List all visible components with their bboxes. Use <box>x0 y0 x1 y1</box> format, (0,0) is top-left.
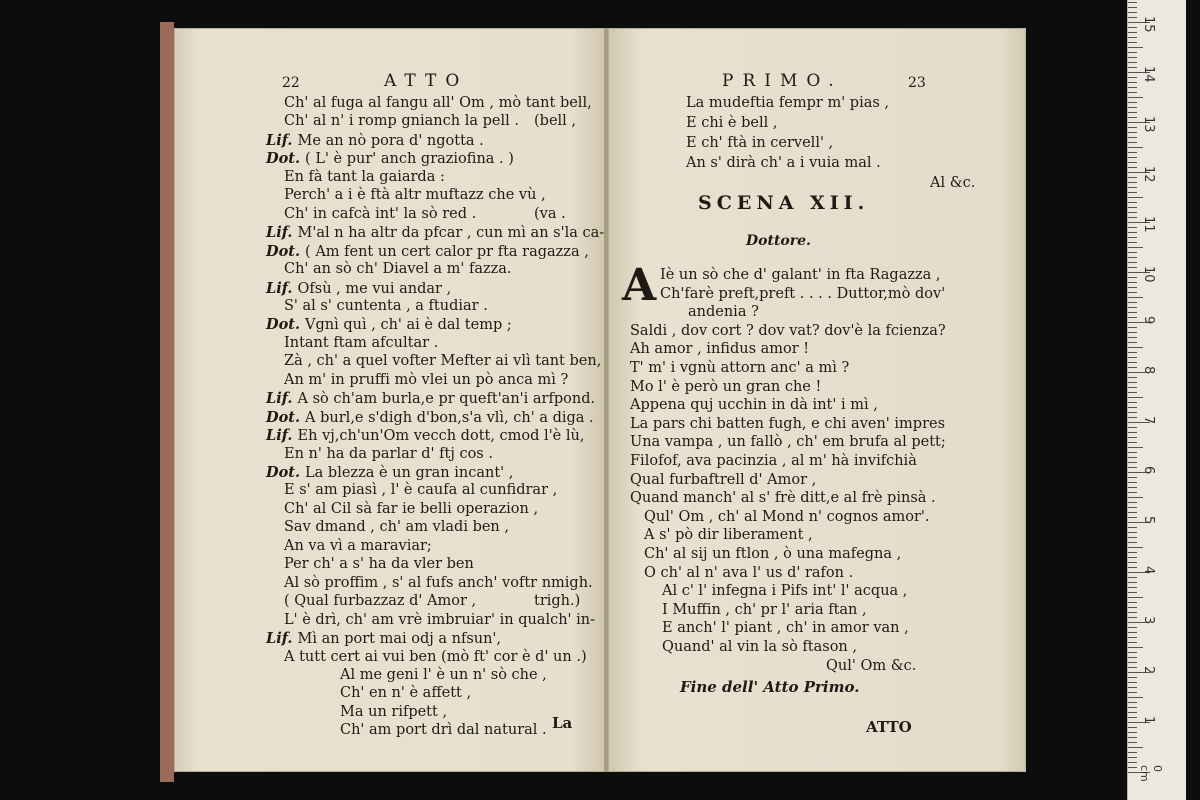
ruler-tick <box>1128 242 1137 243</box>
ruler-tick <box>1128 382 1137 383</box>
ruler-tick <box>1128 162 1137 163</box>
line-text: Al sò proffim , s' al fufs anch' voftr nmigh. <box>284 574 593 591</box>
text-line <box>284 648 587 667</box>
text-line: Mo l' è però un gran che ! <box>630 378 822 395</box>
ruler-tick <box>1128 397 1143 398</box>
ruler-tick <box>1128 442 1137 443</box>
line-text: Al me geni l' è un n' sò che , <box>340 666 547 683</box>
text-line: La pars chi batten fugh, e chi aven' impres <box>630 415 946 432</box>
text-line: I Muffin , ch' pr l' aria ftan , <box>662 601 867 618</box>
ruler-tick <box>1128 597 1143 598</box>
line-text: En fà tant la gaiarda : <box>284 168 445 185</box>
ruler-tick <box>1128 477 1137 478</box>
ruler-tick <box>1128 302 1137 303</box>
ruler-tick <box>1128 542 1137 543</box>
ruler-tick <box>1128 187 1137 188</box>
ruler-tick <box>1128 547 1143 548</box>
ruler-tick <box>1128 182 1137 183</box>
ruler-tick <box>1128 342 1137 343</box>
ruler-tick <box>1128 612 1137 613</box>
ruler-tick <box>1128 537 1137 538</box>
ruler-tick <box>1128 232 1137 233</box>
ruler-tick <box>1128 632 1137 633</box>
ruler-tick <box>1128 312 1137 313</box>
ruler-tick <box>1128 677 1137 678</box>
text-line <box>284 500 538 519</box>
ruler-tick <box>1128 517 1137 518</box>
ruler-tick <box>1128 177 1137 178</box>
ruler-tick <box>1128 227 1137 228</box>
ruler-tick <box>1128 752 1137 753</box>
ruler-number: 13 <box>1141 116 1156 133</box>
ruler-tick <box>1128 112 1137 113</box>
ruler-tick <box>1128 387 1137 388</box>
text-line <box>284 555 474 574</box>
ruler-tick <box>1128 527 1137 528</box>
ruler-tick <box>1128 652 1137 653</box>
ruler-tick <box>1128 487 1137 488</box>
line-text: Me an nò pora d' ngotta . <box>297 132 484 149</box>
ruler-tick <box>1128 657 1137 658</box>
line-text: Ch' an sò ch' Diavel a m' fazza. <box>284 261 512 278</box>
running-head: PRIMO. <box>722 71 843 91</box>
text-line: Appena quj ucchin in dà int' i mì , <box>630 397 878 414</box>
ruler-tick <box>1128 47 1143 48</box>
speaker-label: Dot. <box>266 408 306 426</box>
ruler-tick <box>1128 512 1137 513</box>
ruler-tick <box>1128 317 1137 318</box>
ruler-tick <box>1128 7 1137 8</box>
ruler-tick <box>1128 407 1137 408</box>
line-text: ( Am fent un cert calor pr fta ragazza , <box>305 243 589 260</box>
ruler-tick <box>1128 687 1137 688</box>
catchword: La <box>552 714 573 732</box>
line-text: An va vì a maraviar; <box>284 537 432 554</box>
ruler-tick <box>1128 762 1137 763</box>
text-line <box>284 297 488 316</box>
ruler-tick <box>1128 2 1137 3</box>
ruler-tick <box>1128 747 1143 748</box>
text-line <box>340 666 547 685</box>
act-end-text: Fine dell' Atto Primo. <box>680 678 860 696</box>
ruler-tick <box>1128 562 1137 563</box>
text-line <box>284 481 557 500</box>
ruler-tick <box>1128 217 1137 218</box>
line-text: A burl,e s'digh d'bon,s'a vlì, ch' a diga . <box>305 409 594 426</box>
text-line <box>266 223 604 243</box>
line-text: Eh vj,ch'un'Om vecch dott, cmod l'è lù, <box>297 428 585 445</box>
ruler-tick <box>1128 282 1137 283</box>
ruler-tick <box>1128 497 1143 498</box>
ruler-tick <box>1128 352 1137 353</box>
ruler-tick <box>1128 702 1137 703</box>
text-line: An s' dirà ch' a i vuia mal . <box>686 155 881 171</box>
ruler-tick <box>1128 362 1137 363</box>
ruler-tick <box>1128 247 1143 248</box>
left-page <box>174 28 606 772</box>
line-text: Ch' am port drì dal natural . <box>340 722 547 739</box>
book-edge <box>160 22 174 782</box>
ruler-tick <box>1128 427 1137 428</box>
ruler-tick <box>1128 767 1137 768</box>
ruler-tick <box>1128 757 1137 758</box>
line-text: Zà , ch' a quel vofter Mefter ai vlì tant ben, <box>284 353 602 370</box>
ruler-number: 4 <box>1141 566 1156 575</box>
line-text: A sò ch'am burla,e pr queft'an'i arfpond. <box>297 391 596 408</box>
line-text: Vgnì quì , ch' ai è dal temp ; <box>305 317 512 334</box>
ruler-tick <box>1128 297 1143 298</box>
ruler-tick <box>1128 197 1143 198</box>
text-line <box>340 703 447 722</box>
ruler-tick <box>1128 447 1143 448</box>
text-line: E chi è bell , <box>686 115 778 131</box>
ruler-tick <box>1128 62 1137 63</box>
ruler-number: 9 <box>1141 316 1156 325</box>
ruler-number: 15 <box>1141 16 1156 33</box>
line-text: Mì an port mai odj a nfsun', <box>297 631 502 648</box>
text-line <box>266 131 484 151</box>
ruler-tick <box>1128 92 1137 93</box>
ruler-tick <box>1128 627 1137 628</box>
ruler-number: 10 <box>1141 266 1156 283</box>
ruler-tick <box>1128 347 1143 348</box>
drop-cap: A <box>622 260 657 311</box>
line-text: An m' in pruffi mò vlei un pò anca mì ? <box>284 371 569 388</box>
line-continuation: (va . <box>534 205 566 222</box>
ruler-tick <box>1128 52 1137 53</box>
ruler-number: 11 <box>1141 216 1156 233</box>
text-line: Saldi , dov cort ? dov vat? dov'è la fcienza? <box>630 322 946 339</box>
text-line: Qual furbaftrell d' Amor , <box>630 471 817 488</box>
text-line <box>284 352 601 371</box>
ruler-tick <box>1128 102 1137 103</box>
ruler-tick <box>1128 417 1137 418</box>
text-line: Al c' l' infegna i Pifs int' l' acqua , <box>662 583 908 600</box>
catchword: ATTO <box>866 718 912 736</box>
ruler-tick <box>1128 577 1137 578</box>
text-line <box>284 186 546 205</box>
ruler-tick <box>1128 82 1137 83</box>
ruler-tick <box>1128 647 1143 648</box>
text-line: T' m' i vgnù attorn anc' a mì ? <box>630 360 850 376</box>
text-line <box>266 408 594 428</box>
speaker-label: Dot. <box>266 316 306 334</box>
ruler-tick <box>1128 712 1137 713</box>
text-line: E anch' l' piant , ch' in amor van , <box>662 620 909 637</box>
line-text: Ch' al n' i romp gnianch la pell . <box>284 113 519 130</box>
ruler-tick <box>1128 467 1137 468</box>
ruler-tick <box>1128 587 1137 588</box>
ruler-tick <box>1128 482 1137 483</box>
ruler-tick <box>1128 492 1137 493</box>
ruler-tick <box>1128 212 1137 213</box>
ruler-tick <box>1128 697 1143 698</box>
ruler-tick <box>1128 377 1137 378</box>
ruler-tick <box>1128 192 1137 193</box>
text-line <box>284 518 509 537</box>
ruler-tick <box>1128 147 1143 148</box>
ruler-tick <box>1128 357 1137 358</box>
ruler-tick <box>1128 607 1137 608</box>
ruler-tick <box>1128 327 1137 328</box>
text-line: La mudeftia fempr m' pias , <box>686 95 890 111</box>
ruler-tick <box>1128 727 1137 728</box>
ruler-tick <box>1128 167 1137 168</box>
ruler-tick <box>1128 502 1137 503</box>
ruler-tick <box>1128 152 1137 153</box>
ruler-tick <box>1128 57 1137 58</box>
ruler-tick <box>1128 17 1137 18</box>
text-line: Ch'farè preft,preft . . . . Duttor,mò dov' <box>660 285 946 302</box>
text-line <box>284 260 512 279</box>
text-line: A s' pò dir liberament , <box>644 527 813 544</box>
ruler-tick <box>1128 257 1137 258</box>
line-text: Ma un rifpett , <box>340 703 448 720</box>
ruler-tick <box>1128 137 1137 138</box>
text-line <box>284 205 476 224</box>
text-line <box>266 279 451 299</box>
line-text: E s' am piasì , l' è caufa al cunfidrar , <box>284 482 558 499</box>
page-number: 23 <box>908 75 926 91</box>
ruler-tick <box>1128 107 1137 108</box>
speaker-label: Lif. <box>266 224 298 242</box>
ruler-tick <box>1128 142 1137 143</box>
line-text: Ofsù , me vui andar , <box>297 280 452 297</box>
text-line <box>266 242 589 262</box>
ruler-tick <box>1128 402 1137 403</box>
running-head: ATTO <box>384 71 469 91</box>
ruler-tick <box>1128 662 1137 663</box>
ruler-tick <box>1128 32 1137 33</box>
ruler-number: 8 <box>1141 366 1156 375</box>
text-line <box>266 149 514 169</box>
text-line <box>266 315 512 335</box>
character-name: Dottore. <box>746 233 811 249</box>
ruler-tick <box>1128 337 1137 338</box>
line-text: A tutt cert ai vui ben (mò ft' cor è d' un .) <box>284 648 587 665</box>
ruler-number: 5 <box>1141 516 1156 525</box>
ruler-tick <box>1128 27 1137 28</box>
speaker-label: Lif. <box>266 131 298 149</box>
text-line: Ah amor , infidus amor ! <box>630 341 810 358</box>
ruler-tick <box>1128 637 1137 638</box>
ruler-tick <box>1128 412 1137 413</box>
text-line <box>284 371 568 390</box>
ruler-tick <box>1128 532 1137 533</box>
line-text: Ch' al Cil sà far ie belli operazion , <box>284 500 539 517</box>
ruler-tick <box>1128 452 1137 453</box>
page-number: 22 <box>282 75 300 91</box>
ruler-tick <box>1128 602 1137 603</box>
ruler-tick <box>1128 157 1137 158</box>
line-text: M'al n ha altr da pfcar , cun mì an s'la ca- <box>297 225 605 242</box>
ruler-number: 3 <box>1141 616 1156 625</box>
ruler-number: 7 <box>1141 416 1156 425</box>
text-line: Una vampa , un fallò , ch' em brufa al pett; <box>630 434 946 451</box>
text-line: O ch' al n' ava l' us d' rafon . <box>644 564 854 581</box>
text-line <box>284 611 595 630</box>
measuring-ruler <box>1127 0 1186 800</box>
text-line <box>284 537 432 556</box>
ruler-tick <box>1128 37 1137 38</box>
ruler-tick <box>1128 582 1137 583</box>
ruler-tick <box>1128 552 1137 553</box>
ruler-tick <box>1128 267 1137 268</box>
text-line <box>284 334 438 353</box>
ruler-tick <box>1128 567 1137 568</box>
speaker-label: Dot. <box>266 150 306 168</box>
ruler-tick <box>1128 77 1137 78</box>
text-line: andenia ? <box>688 304 759 321</box>
ruler-tick <box>1128 592 1137 593</box>
ruler-tick <box>1128 437 1137 438</box>
ruler-tick <box>1128 117 1137 118</box>
line-text: La blezza è un gran incant' , <box>305 465 514 481</box>
ruler-tick <box>1128 202 1137 203</box>
line-text: ( Qual furbazzaz d' Amor , <box>284 593 477 610</box>
line-text: Ch' al fuga al fangu all' Om , mò tant bell, <box>284 95 592 111</box>
text-line <box>340 684 471 703</box>
text-line: Ch' al sij un ftlon , ò una mafegna , <box>644 546 902 562</box>
text-line <box>284 168 445 187</box>
ruler-tick <box>1128 732 1137 733</box>
chorus-line: Qul' Om &c. <box>826 657 917 674</box>
ruler-tick <box>1128 97 1143 98</box>
ruler-tick <box>1128 307 1137 308</box>
speaker-label: Dot. <box>266 242 306 260</box>
ruler-tick <box>1128 432 1137 433</box>
ruler-number: 6 <box>1141 466 1156 475</box>
ruler-tick <box>1128 237 1137 238</box>
ruler-tick <box>1128 277 1137 278</box>
ruler-tick <box>1128 87 1137 88</box>
ruler-tick <box>1128 12 1137 13</box>
text-line <box>284 445 493 464</box>
ruler-number: 2 <box>1141 666 1156 675</box>
text-line <box>266 426 584 446</box>
line-text: L' è drì, ch' am vrè imbruiar' in qualch' in- <box>284 611 596 628</box>
ruler-tick <box>1128 67 1137 68</box>
ruler-tick <box>1128 692 1137 693</box>
ruler-tick <box>1128 707 1137 708</box>
text-line <box>284 112 519 131</box>
ruler-tick <box>1128 367 1137 368</box>
ruler-tick <box>1128 262 1137 263</box>
text-line: E ch' ftà in cervell' , <box>686 135 834 151</box>
open-book <box>160 22 1040 782</box>
text-line <box>266 389 595 409</box>
ruler-tick <box>1128 207 1137 208</box>
ruler-tick <box>1128 332 1137 333</box>
ruler-number: 14 <box>1141 66 1156 83</box>
ruler-tick <box>1128 737 1137 738</box>
ruler-tick <box>1128 127 1137 128</box>
ruler-tick <box>1128 507 1137 508</box>
scene-title: SCENA XII. <box>698 192 870 214</box>
ruler-tick <box>1128 617 1137 618</box>
ruler-tick <box>1128 252 1137 253</box>
line-text: En n' ha da parlar d' ftj cos . <box>284 445 493 462</box>
ruler-tick <box>1128 42 1137 43</box>
line-text: Per ch' a s' ha da vler ben <box>284 556 474 573</box>
ruler-tick <box>1128 392 1137 393</box>
ruler-tick <box>1128 292 1137 293</box>
line-text: Ch' in cafcà int' la sò red . <box>284 205 477 222</box>
chorus-line: Al &c. <box>930 175 976 191</box>
text-line: Iè un sò che d' galant' in fta Ragazza , <box>660 267 941 283</box>
ruler-tick <box>1128 457 1137 458</box>
ruler-tick <box>1128 557 1137 558</box>
line-text: Perch' a i è ftà altr muftazz che vù , <box>284 187 546 204</box>
text-line <box>340 721 547 740</box>
speaker-label: Lif. <box>266 427 298 445</box>
line-continuation: trigh.) <box>534 593 581 610</box>
line-text: Sav dmand , ch' am vladi ben , <box>284 519 509 536</box>
right-page <box>608 28 1026 772</box>
speaker-label: Dot. <box>266 464 306 481</box>
text-line: Quand' al vin la sò ftason , <box>662 639 857 655</box>
speaker-label: Lif. <box>266 279 298 297</box>
text-line: Filofof, ava pacinzia , al m' hà invifchià <box>630 453 917 469</box>
ruler-tick <box>1128 742 1137 743</box>
text-line <box>266 463 513 483</box>
ruler-tick <box>1128 287 1137 288</box>
line-text: Ch' en n' è affett , <box>340 685 472 702</box>
ruler-tick <box>1128 132 1137 133</box>
ruler-unit: 0 cm <box>1138 765 1164 782</box>
text-line <box>284 574 593 593</box>
text-line <box>284 592 476 611</box>
ruler-tick <box>1128 682 1137 683</box>
ruler-tick <box>1128 667 1137 668</box>
ruler-number: 12 <box>1141 166 1156 183</box>
ruler-tick <box>1128 642 1137 643</box>
line-text: Intant ftam afcultar . <box>284 334 439 351</box>
line-continuation: (bell , <box>534 113 577 130</box>
text-line: Quand manch' al s' frè ditt,e al frè pinsà . <box>630 490 936 507</box>
ruler-tick <box>1128 462 1137 463</box>
text-line: Qul' Om , ch' al Mond n' cognos amor'. <box>644 508 930 525</box>
ruler-tick <box>1128 717 1137 718</box>
text-line <box>266 629 501 649</box>
speaker-label: Lif. <box>266 630 298 648</box>
ruler-number: 1 <box>1141 716 1156 725</box>
line-text: ( L' è pur' anch graziofina . ) <box>305 151 514 168</box>
text-line <box>284 94 592 113</box>
speaker-label: Lif. <box>266 390 298 408</box>
line-text: S' al s' cuntenta , a ftudiar . <box>284 297 488 314</box>
